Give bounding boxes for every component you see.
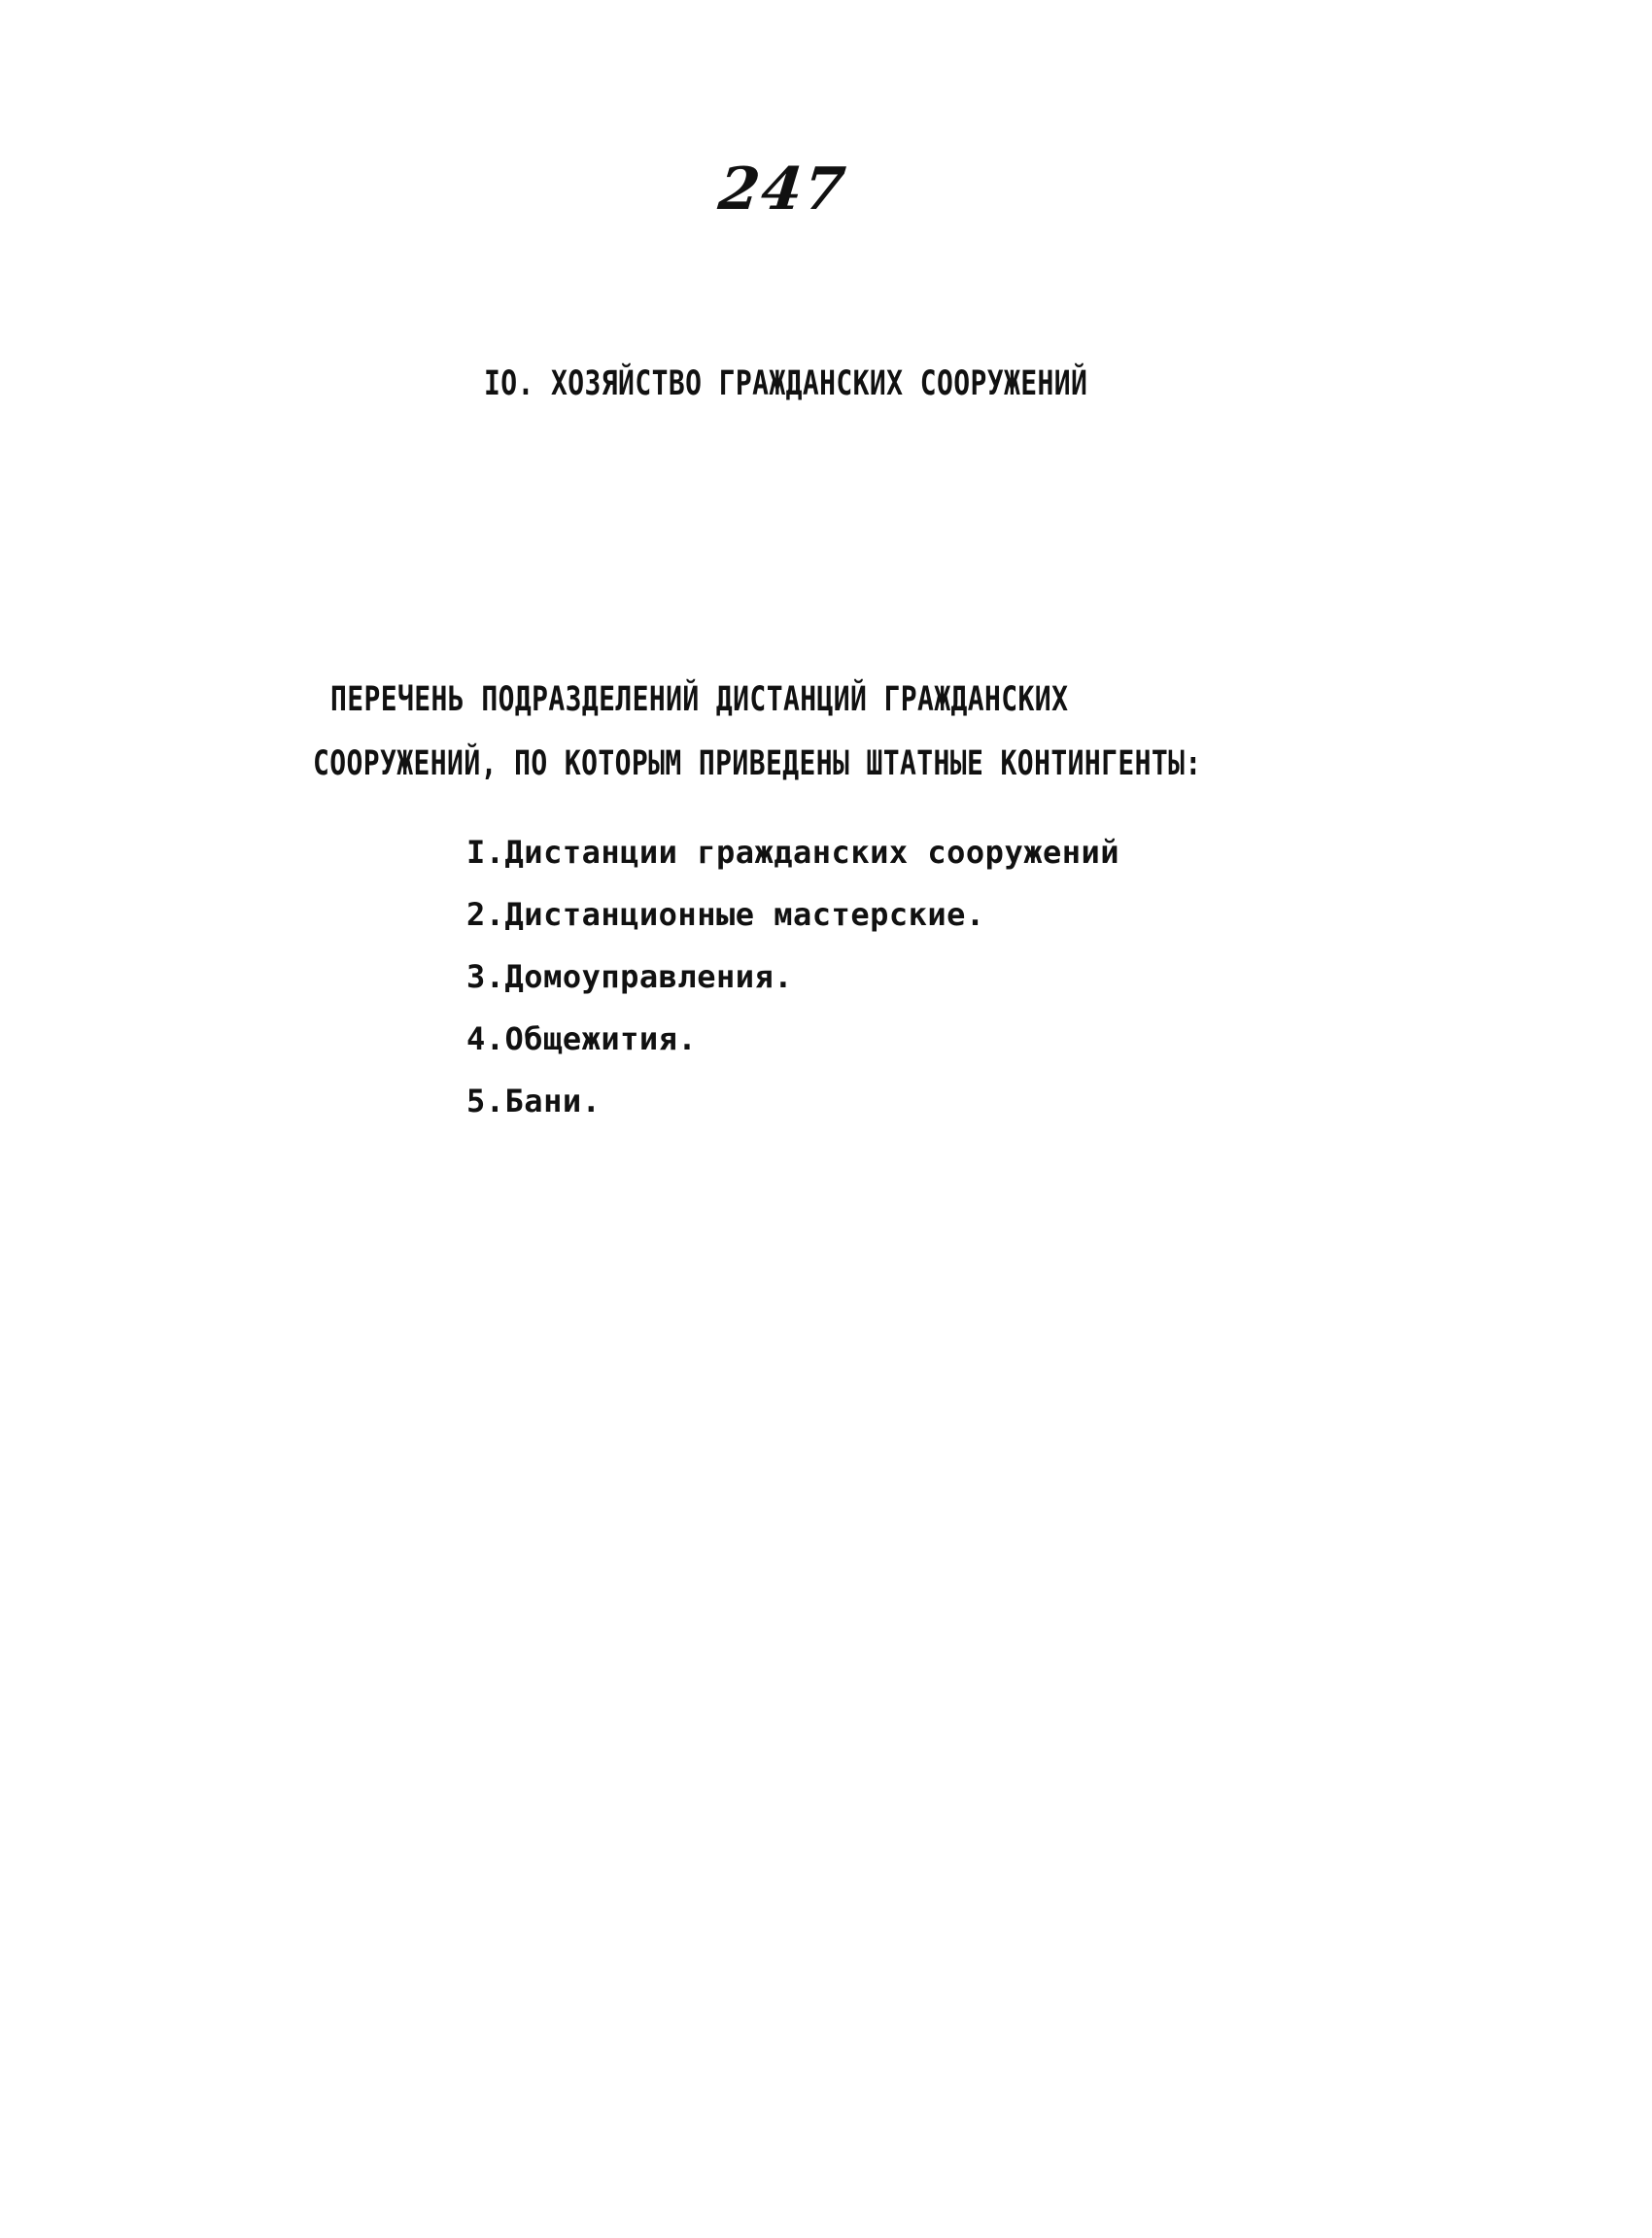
list-item: 3.Домоуправления.: [466, 958, 794, 995]
list-item: 4.Общежития.: [466, 1020, 698, 1057]
list-heading-line-1: ПЕРЕЧЕНЬ ПОДРАЗДЕЛЕНИЙ ДИСТАНЦИЙ ГРАЖДАНСКИХ: [330, 680, 1069, 719]
page-number: 247: [715, 155, 850, 224]
list-item: I.Дистанции гражданских сооружений: [466, 834, 1120, 871]
list-item: 2.Дистанционные мастерские.: [466, 896, 985, 933]
section-title: IO. ХОЗЯЙСТВО ГРАЖДАНСКИХ СООРУЖЕНИЙ: [484, 364, 1088, 403]
list-heading-line-2: СООРУЖЕНИЙ, ПО КОТОРЫМ ПРИВЕДЕНЫ ШТАТНЫЕ КОНТИНГЕНТЫ:: [313, 744, 1202, 783]
subdivision-list: [466, 821, 1119, 1132]
list-item: 5.Бани.: [466, 1083, 602, 1119]
